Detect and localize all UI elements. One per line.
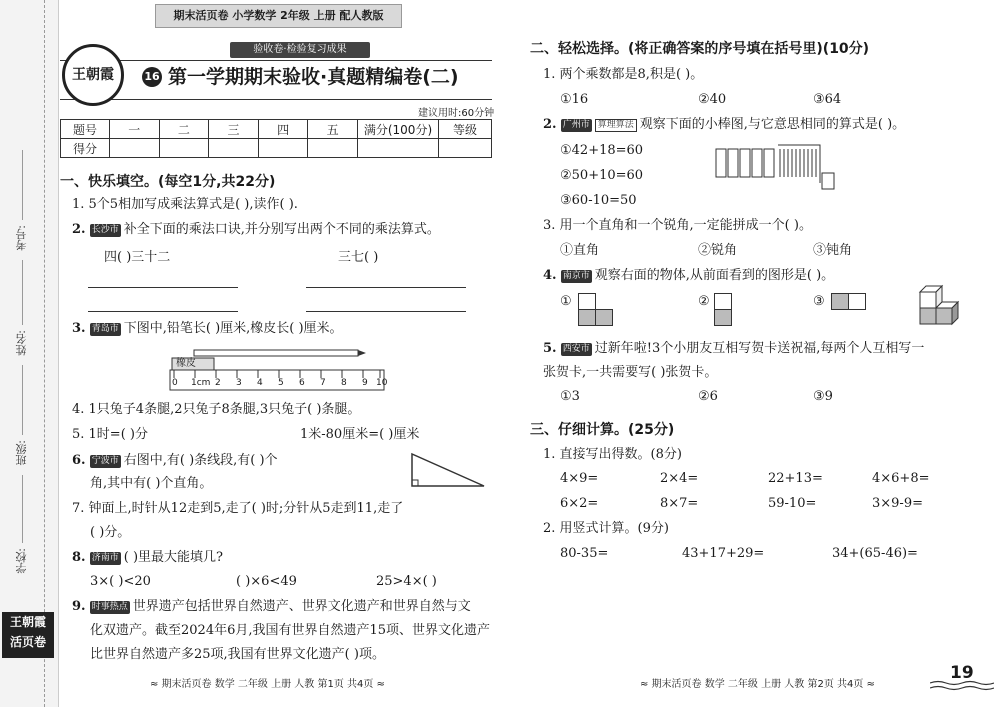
top-banner: 期末活页卷 小学数学 2年级 上册 配人教版	[155, 4, 402, 28]
score-table	[60, 119, 492, 158]
wave-decoration	[930, 680, 994, 692]
s1-question-5b: 1米-80厘米=( )厘米	[300, 427, 420, 442]
view-square	[831, 293, 849, 310]
calc-item: 2×4=	[660, 471, 699, 486]
score-table-score-row	[61, 139, 492, 158]
time-note: 建议用时:60分钟	[418, 108, 495, 119]
s1-question-4: 4. 1只兔子4条腿,2只兔子8条腿,3只兔子( )条腿。	[72, 402, 361, 417]
pencil-shape	[194, 350, 358, 356]
brand-top-text: 王朝霞	[9, 615, 46, 629]
s2-question-1: 1. 两个乘数都是8,积是( )。	[543, 67, 704, 82]
school-label: 学校:	[15, 548, 28, 574]
score-cell: 三	[209, 120, 259, 139]
tick-label: 10	[376, 378, 388, 388]
calc-item: 4×9=	[560, 471, 599, 486]
s1-question-8: 8. 济南市 ( )里最大能填几?	[72, 550, 223, 565]
score-cell: 等级	[439, 120, 492, 139]
publisher-logo: 王朝霞	[62, 44, 124, 106]
answer-line	[88, 287, 238, 288]
vertical-calc-item: 34+(65-46)=	[832, 546, 918, 561]
answer-line	[88, 311, 238, 312]
s1-q7-line2: ( )分。	[90, 525, 131, 540]
triangle-figure	[408, 450, 488, 490]
s2-q1-option: ①16	[560, 92, 589, 107]
score-table-header-row	[61, 120, 492, 139]
answer-line	[306, 311, 466, 312]
s1-q9-line2: 化双遗产。截至2024年6月,我国有世界自然遗产15项、世界文化遗产	[90, 623, 491, 638]
tick-label: 4	[257, 378, 263, 388]
section1-title: 一、快乐填空。(每空1分,共22分)	[60, 174, 276, 190]
s2-q5-text: 过新年啦!3个小朋友互相写贺卡送祝福,每两个人互相写一	[594, 341, 925, 356]
score-cell: 二	[159, 120, 209, 139]
s1-q9-line3: 比世界自然遗产多25项,我国有世界文化遗产( )项。	[90, 647, 385, 662]
s2-q3-option: ③钝角	[813, 243, 853, 258]
calc-item: 3×9-9=	[872, 496, 923, 511]
s2-q2-text: 观察下面的小棒图,与它意思相同的算式是( )。	[639, 117, 906, 132]
region-tag: 南京市	[562, 271, 590, 281]
score-input-cell[interactable]	[358, 139, 439, 158]
view-square	[578, 293, 596, 310]
view-square	[714, 293, 732, 310]
tick-label: 1cm	[191, 378, 211, 388]
calc-item: 8×7=	[660, 496, 699, 511]
name-label: 姓名:	[15, 330, 28, 356]
view-square	[578, 309, 596, 326]
s1-q8-c: 25>4×( )	[376, 574, 437, 589]
exam-id-line	[22, 150, 23, 220]
sub-banner: 验收卷·检验复习成果	[230, 42, 370, 58]
exam-number-badge: 16	[142, 67, 162, 87]
s1-q8-b: ( )×6<49	[236, 574, 297, 589]
calc-item: 22+13=	[768, 471, 823, 486]
tick-label: 3	[236, 378, 242, 388]
s1-question-7: 7. 钟面上,时针从12走到5,走了( )时;分针从5走到11,走了	[72, 501, 404, 516]
school-line	[22, 475, 23, 543]
region-tag: 长沙市	[91, 225, 119, 235]
score-cell: 五	[308, 120, 358, 139]
view-square	[848, 293, 866, 310]
s1-q3-text: 下图中,铅笔长( )厘米,橡皮长( )厘米。	[123, 321, 343, 336]
s1-q6-line2: 角,其中有( )个直角。	[90, 476, 213, 491]
s1-q8-text: ( )里最大能填几?	[123, 550, 223, 565]
score-cell: 满分(100分)	[358, 120, 439, 139]
region-tag: 广州市	[562, 120, 590, 130]
binding-dashed-line	[44, 0, 45, 707]
s2-q3-option: ②锐角	[698, 243, 738, 258]
binding-margin	[0, 0, 59, 707]
tick-label: 0	[172, 378, 178, 388]
calc-item: 6×2=	[560, 496, 599, 511]
s1-question-9: 9. 时事热点 世界遗产包括世界自然遗产、世界文化遗产和世界自然与文	[72, 599, 471, 614]
score-input-cell[interactable]	[258, 139, 308, 158]
region-tag: 西安市	[562, 344, 590, 354]
footer-right: ≈ 期末活页卷 数学 二年级 上册 人教 第2页 共4页 ≈	[640, 679, 875, 690]
exam-id-label: 考号:	[15, 225, 28, 251]
s2-question-3: 3. 用一个直角和一个锐角,一定能拼成一个( )。	[543, 218, 812, 233]
s1-q9-text: 世界遗产包括世界自然遗产、世界文化遗产和世界自然与文	[132, 599, 471, 614]
vertical-calc-item: 80-35=	[560, 546, 609, 561]
s1-q2-text: 补全下面的乘法口诀,并分别写出两个不同的乘法算式。	[123, 222, 440, 237]
s2-q4-option: ①	[560, 294, 572, 309]
score-cell: 一	[110, 120, 160, 139]
s3-sub-1: 1. 直接写出得数。(8分)	[543, 447, 682, 462]
tick-label: 6	[299, 378, 305, 388]
section3-title: 三、仔细计算。(25分)	[530, 422, 675, 438]
brand-logo	[2, 612, 54, 658]
s2-q1-option: ②40	[698, 92, 727, 107]
s1-q2-blank-a: 四( )三十二	[104, 250, 171, 265]
s2-q1-option: ③64	[813, 92, 842, 107]
view-square	[714, 309, 732, 326]
region-tag: 济南市	[91, 553, 119, 563]
score-input-cell[interactable]	[439, 139, 492, 158]
class-line	[22, 365, 23, 435]
region-tag: 青岛市	[91, 324, 119, 334]
s3-sub-2: 2. 用竖式计算。(9分)	[543, 521, 669, 536]
s2-q2-option: ③60-10=50	[560, 193, 637, 208]
score-input-cell[interactable]	[308, 139, 358, 158]
eraser-label: 橡皮	[176, 358, 196, 369]
tick-label: 5	[278, 378, 284, 388]
s2-q5-line2: 张贺卡,一共需要写( )张贺卡。	[543, 365, 718, 380]
score-input-cell[interactable]	[159, 139, 209, 158]
tick-label: 9	[362, 378, 368, 388]
page-number: 19	[950, 663, 974, 683]
s2-q5-option: ②6	[698, 389, 718, 404]
score-input-cell[interactable]	[110, 139, 160, 158]
s2-question-4: 4. 南京市 观察右面的物体,从前面看到的图形是( )。	[543, 268, 835, 283]
s1-q8-a: 3×( )<20	[90, 574, 151, 589]
name-line	[22, 260, 23, 325]
s2-question-5: 5. 西安市 过新年啦!3个小朋友互相写贺卡送祝福,每两个人互相写一	[543, 341, 925, 356]
view-square	[595, 309, 613, 326]
s1-question-6: 6. 宁波市 右图中,有( )条线段,有( )个	[72, 453, 278, 468]
tick-label: 7	[320, 378, 326, 388]
score-cell: 得分	[61, 139, 110, 158]
s1-q2-blank-b: 三七( )	[338, 250, 379, 265]
s1-q6-text: 右图中,有( )条线段,有( )个	[123, 453, 278, 468]
vertical-calc-item: 43+17+29=	[682, 546, 765, 561]
region-tag: 宁波市	[91, 456, 119, 466]
s2-q4-option: ③	[813, 294, 825, 309]
s2-q2-option: ①42+18=60	[560, 143, 644, 158]
score-input-cell[interactable]	[209, 139, 259, 158]
calc-item: 59-10=	[768, 496, 817, 511]
s2-q2-option: ②50+10=60	[560, 168, 644, 183]
s1-question-2: 2. 长沙市 补全下面的乘法口诀,并分别写出两个不同的乘法算式。	[72, 222, 440, 237]
score-cell: 题号	[61, 120, 110, 139]
s2-q5-option: ③9	[813, 389, 833, 404]
s1-question-5a: 5. 1时=( )分	[72, 427, 148, 442]
s2-q5-option: ①3	[560, 389, 580, 404]
calc-item: 4×6+8=	[872, 471, 930, 486]
s2-q4-option: ②	[698, 294, 710, 309]
section2-title: 二、轻松选择。(将正确答案的序号填在括号里)(10分)	[530, 41, 870, 57]
tick-label: 8	[341, 378, 347, 388]
footer-left: ≈ 期末活页卷 数学 二年级 上册 人教 第1页 共4页 ≈	[150, 679, 385, 690]
hot-topic-tag: 时事热点	[91, 602, 128, 612]
cube-stack-figure	[918, 284, 966, 328]
s2-q3-option: ①直角	[560, 243, 600, 258]
exam-title: 第一学期期末验收·真题精编卷(二)	[168, 66, 459, 88]
pencil-tip	[358, 350, 366, 356]
s2-q4-text: 观察右面的物体,从前面看到的图形是( )。	[594, 268, 835, 283]
tick-label: 2	[215, 378, 221, 388]
brand-bottom-text: 活页卷	[9, 635, 46, 649]
s2-question-2: 2. 广州市 算理算法 观察下面的小棒图,与它意思相同的算式是( )。	[543, 117, 906, 132]
sticks-figure	[712, 143, 838, 193]
answer-line	[306, 287, 466, 288]
s1-question-3: 3. 青岛市 下图中,铅笔长( )厘米,橡皮长( )厘米。	[72, 321, 343, 336]
class-label: 班级:	[15, 440, 28, 466]
s1-question-1: 1. 5个5相加写成乘法算式是( ),读作( ).	[72, 197, 298, 212]
score-cell: 四	[258, 120, 308, 139]
method-tag: 算理算法	[595, 119, 637, 132]
